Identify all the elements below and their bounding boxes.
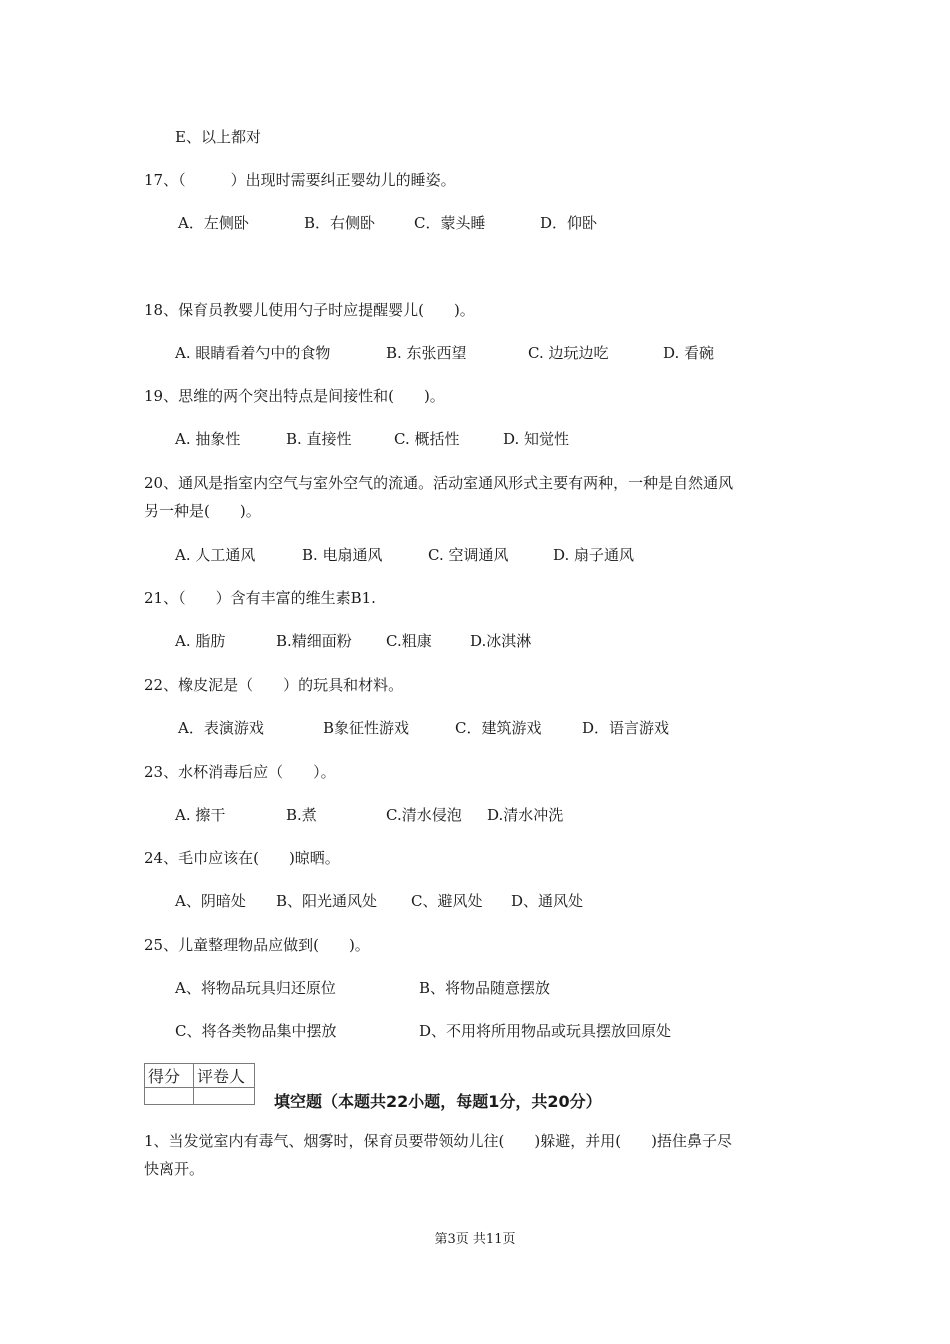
q17-option-d: D．仰卧 [540,214,598,232]
section-title: 填空题（本题共22小题，每题1分，共20分） [274,1092,602,1111]
fill1-line2: 快离开。 [144,1160,205,1178]
q23-option-b: B.煮 [286,806,317,824]
q22-option-b: B象征性游戏 [323,719,410,737]
q24-option-c: C、避风处 [411,892,483,910]
q17-option-c: C．蒙头睡 [414,214,486,232]
q21-option-d: D.冰淇淋 [470,632,532,650]
q19-option-d: D. 知觉性 [503,430,570,448]
q23-stem: 23、水杯消毒后应（ ）。 [144,763,336,781]
q18-option-b: B. 东张西望 [386,344,467,362]
score-label: 得分 [145,1064,194,1088]
grader-label: 评卷人 [194,1064,255,1088]
q19-stem: 19、思维的两个突出特点是间接性和( )。 [144,387,445,405]
q25-option-c: C、将各类物品集中摆放 [175,1022,337,1040]
score-cell [145,1088,194,1105]
q22-option-d: D．语言游戏 [582,719,670,737]
q18-option-a: A. 眼睛看着勺中的食物 [175,344,331,362]
q18-option-c: C. 边玩边吃 [528,344,609,362]
q22-option-a: A．表演游戏 [178,719,264,737]
q22-stem: 22、橡皮泥是（ ）的玩具和材料。 [144,676,404,694]
page-footer: 第3页 共11页 [434,1232,516,1247]
q17-option-b: B．右侧卧 [304,214,376,232]
q17-option-a: A．左侧卧 [178,214,249,232]
q20-stem-line1: 20、通风是指室内空气与室外空气的流通。活动室通风形式主要有两种，一种是自然通风 [144,474,734,492]
grader-cell [194,1088,255,1105]
q20-stem-line2: 另一种是( )。 [144,502,261,520]
q25-option-a: A、将物品玩具归还原位 [175,979,336,997]
q24-option-d: D、通风处 [511,892,584,910]
q19-option-c: C. 概括性 [394,430,460,448]
q21-option-b: B.精细面粉 [276,632,352,650]
q25-stem: 25、儿童整理物品应做到( )。 [144,936,370,954]
q19-option-a: A. 抽象性 [175,430,241,448]
q25-option-b: B、将物品随意摆放 [419,979,551,997]
q20-option-d: D. 扇子通风 [553,546,635,564]
score-box [144,1063,255,1105]
q20-option-a: A. 人工通风 [175,546,256,564]
q23-option-c: C.清水侵泡 [386,806,462,824]
q24-stem: 24、毛巾应该在( )晾晒。 [144,849,340,867]
q18-stem: 18、保育员教婴儿使用勺子时应提醒婴儿( )。 [144,301,475,319]
q23-option-a: A. 擦干 [175,806,226,824]
q24-option-b: B、阳光通风处 [276,892,378,910]
fill1-line1: 1、当发觉室内有毒气、烟雾时，保育员要带领幼儿往( )躲避，并用( )捂住鼻子尽 [144,1132,732,1150]
q23-option-d: D.清水冲洗 [487,806,564,824]
q24-option-a: A、阴暗处 [175,892,246,910]
q25-option-d: D、不用将所用物品或玩具摆放回原处 [419,1022,672,1040]
q16-option-e: E、以上都对 [175,128,261,146]
q21-option-c: C.粗康 [386,632,432,650]
q20-option-b: B. 电扇通风 [302,546,383,564]
q21-option-a: A. 脂肪 [175,632,226,650]
q19-option-b: B. 直接性 [286,430,352,448]
q22-option-c: C．建筑游戏 [455,719,542,737]
q17-stem: 17、（ ）出现时需要纠正婴幼儿的睡姿。 [144,171,456,189]
q21-stem: 21、（ ）含有丰富的维生素B1. [144,589,376,607]
q20-option-c: C. 空调通风 [428,546,509,564]
q18-option-d: D. 看碗 [663,344,715,362]
